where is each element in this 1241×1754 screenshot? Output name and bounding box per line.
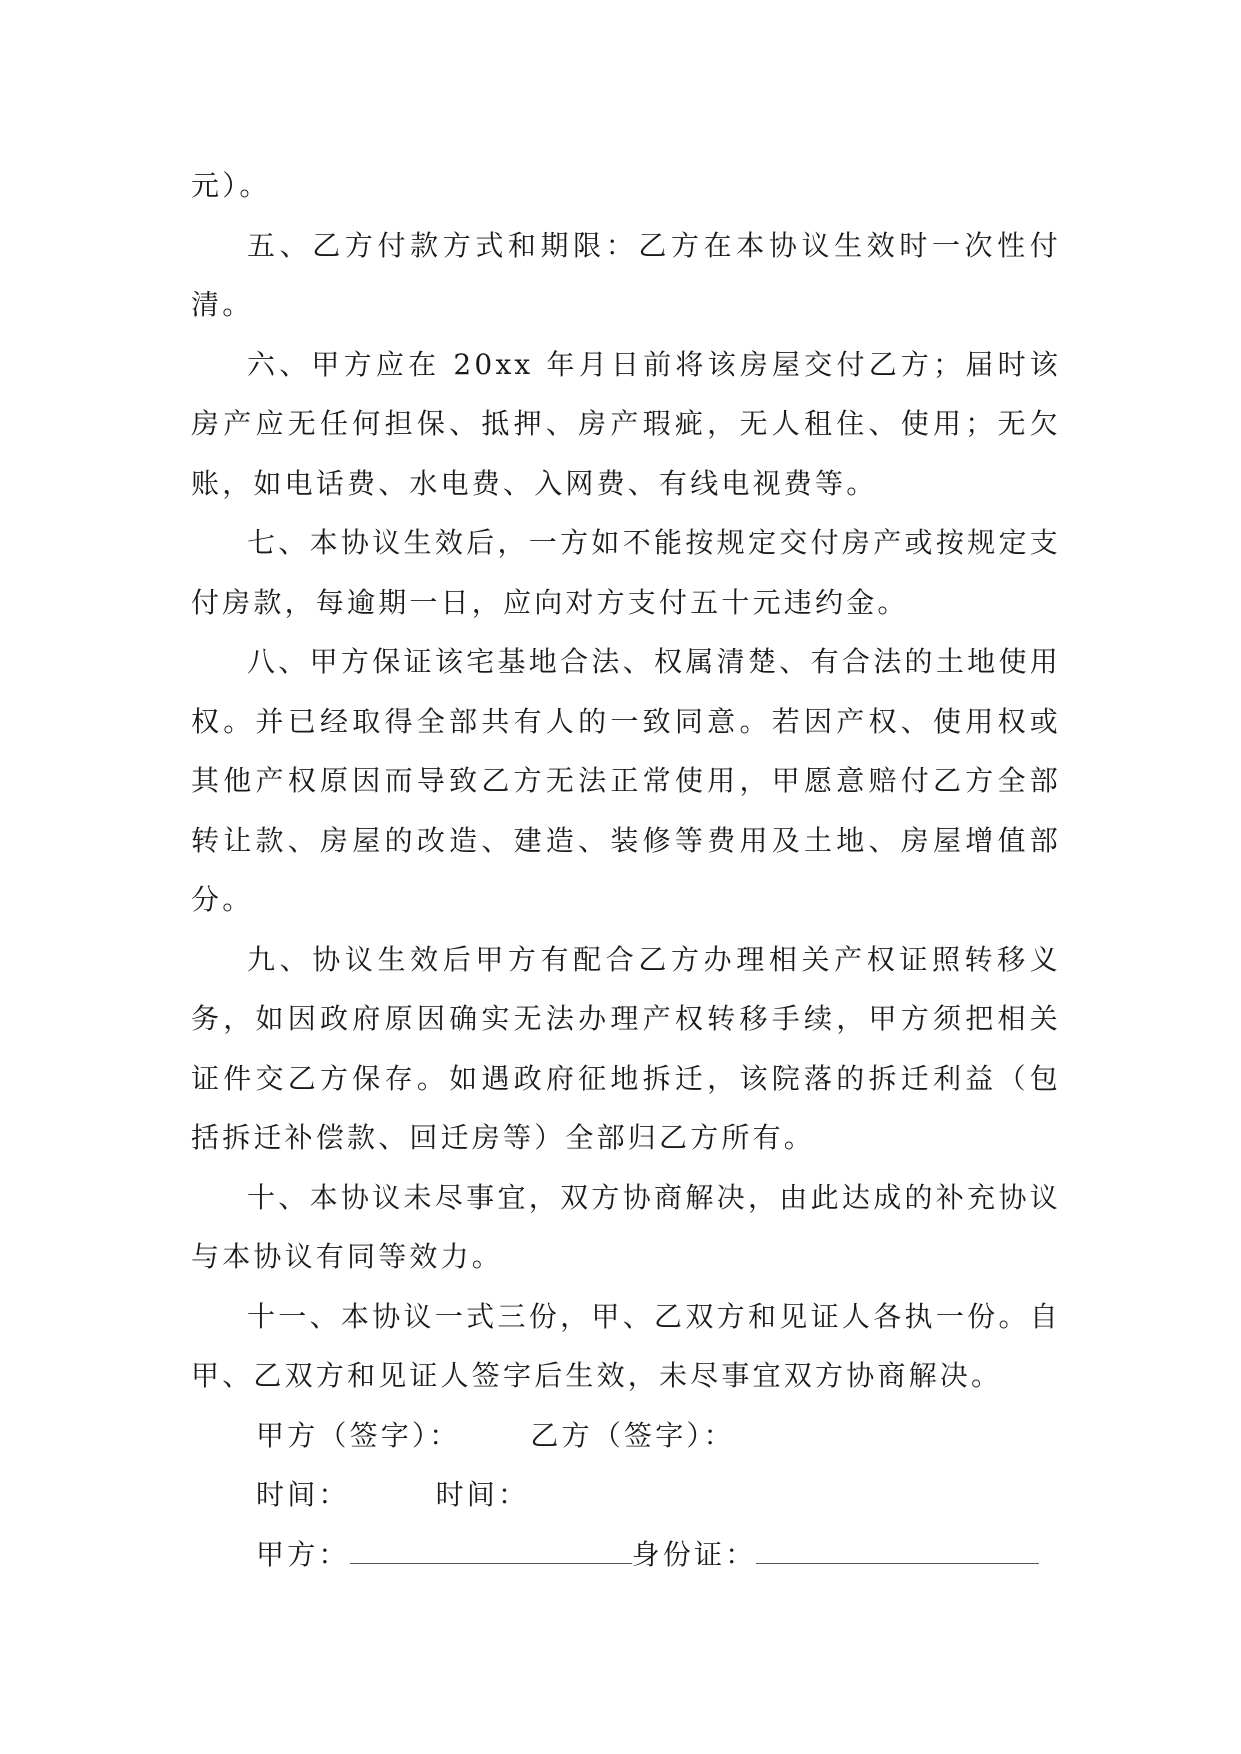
- party-a-signature-label: 甲方（签字）：: [256, 1418, 461, 1452]
- paragraph-clause-11: 十一、本协议一式三份，甲、乙双方和见证人各执一份。自甲、乙双方和见证人签字后生效，未尽事宜双方协商解决。: [191, 1299, 1061, 1392]
- party-a-time-label: 时间：: [256, 1478, 350, 1511]
- party-a-name-blank: [350, 1543, 632, 1564]
- paragraph-clause-9: 九、协议生效后甲方有配合乙方办理相关产权证照转移义务，如因政府原因确实无法办理产权转移手续，甲方须把相关证件交乙方保存。如遇政府征地拆迁，该院落的拆迁利益（包括拆迁补偿款、回迁房等）全部归乙方所有。: [191, 942, 1061, 1154]
- identity-row: [191, 1525, 1061, 1585]
- paragraph-continuation: 元）。: [191, 169, 271, 202]
- paragraph-clause-5: 五、乙方付款方式和期限：乙方在本协议生效时一次性付清。: [191, 228, 1061, 321]
- party-b-signature-label: 乙方（签字）：: [530, 1418, 735, 1452]
- id-card-label: 身份证：: [631, 1537, 757, 1571]
- paragraph-clause-8: 八、甲方保证该宅基地合法、权属清楚、有合法的土地使用权。并已经取得全部共有人的一致同意。若因产权、使用权或其他产权原因而导致乙方无法正常使用，甲愿意赔付乙方全部转让款、房屋的改造、建造、装修等费用及土地、房屋增值部分。: [191, 645, 1061, 916]
- document-body: [191, 156, 1061, 1584]
- id-card-blank: [756, 1543, 1039, 1564]
- paragraph-clause-6: 六、甲方应在 20xx 年月日前将该房屋交付乙方；届时该房产应无任何担保、抵押、房产瑕疵，无人租住、使用；无欠账，如电话费、水电费、入网费、有线电视费等。: [191, 347, 1061, 500]
- paragraph-clause-7: 七、本协议生效后，一方如不能按规定交付房产或按规定支付房款，每逾期一日，应向对方支付五十元违约金。: [191, 526, 1061, 619]
- signature-row: [191, 1406, 1061, 1466]
- party-a-name-label: 甲方：: [256, 1537, 350, 1571]
- paragraph-clause-10: 十、本协议未尽事宜，双方协商解决，由此达成的补充协议与本协议有同等效力。: [191, 1180, 1061, 1273]
- party-b-time-label: 时间：: [435, 1478, 530, 1511]
- time-row: [191, 1465, 1061, 1525]
